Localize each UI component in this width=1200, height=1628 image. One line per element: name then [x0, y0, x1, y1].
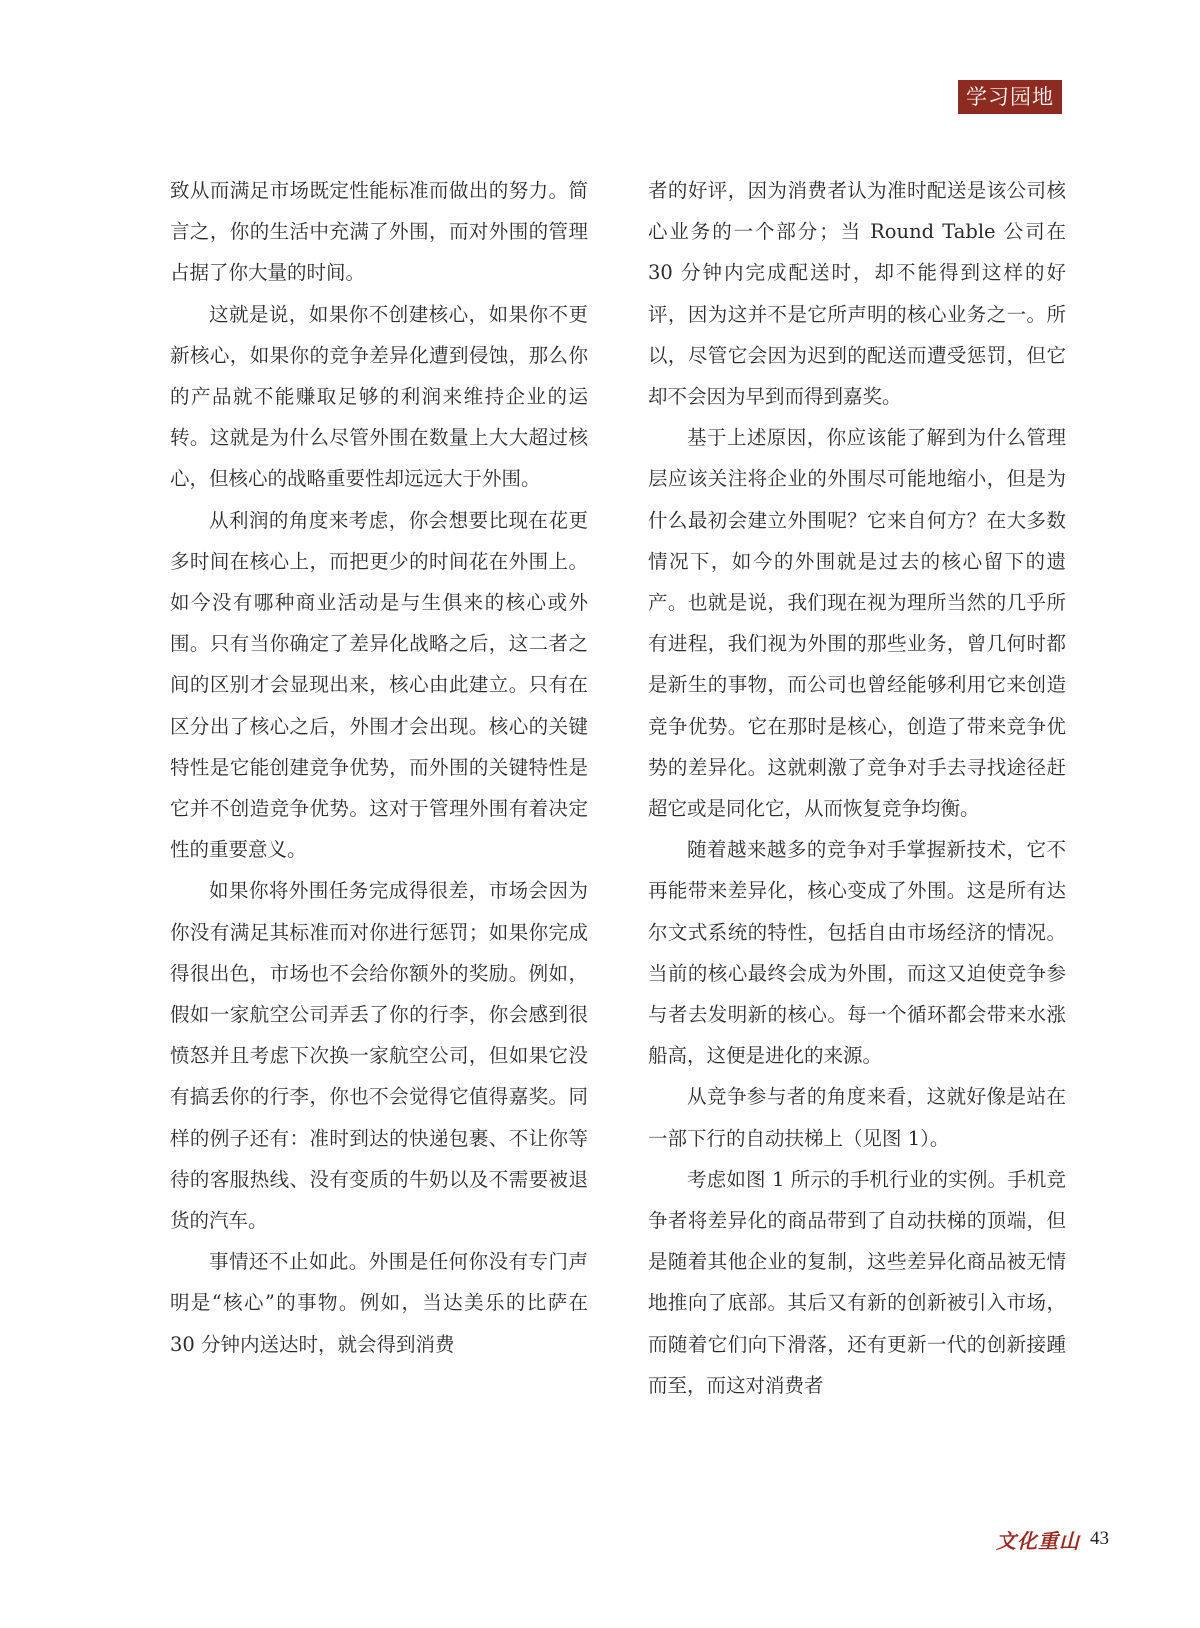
- section-tag: 学习园地: [958, 80, 1062, 114]
- paragraph: 考虑如图 1 所示的手机行业的实例。手机竞争者将差异化的商品带到了自动扶梯的顶端，但是随着其他企业的复制，这些差异化商品被无情地推向了底部。其后又有新的创新被引入市场，而随着它们向下滑落，还有更新一代的创新接踵而至，而这对消费者: [648, 1167, 1066, 1397]
- magazine-logo: [996, 1525, 1080, 1553]
- left-column: [170, 170, 588, 1365]
- paragraph: 这就是说，如果你不创建核心，如果你不更新核心，如果你的竞争差异化遭到侵蚀，那么你的产品就不能赚取足够的利润来维持企业的运转。这就是为什么尽管外围在数量上大大超过核心，但核心的战略重要性却远远大于外围。: [170, 302, 588, 491]
- right-column: [648, 170, 1066, 1406]
- paragraph: 随着越来越多的竞争对手掌握新技术，它不再能带来差异化，核心变成了外围。这是所有达尔文式系统的特性，包括自由市场经济的情况。当前的核心最终会成为外围，而这又迫使竞争参与者去发明新的核心。每一个循环都会带来水涨船高，这便是进化的来源。: [648, 838, 1066, 1068]
- paragraph: 基于上述原因，你应该能了解到为什么管理层应该关注将企业的外围尽可能地缩小，但是为什么最初会建立外围呢？它来自何方？在大多数情况下，如今的外围就是过去的核心留下的遗产。也就是说，我们现在视为理所当然的几乎所有进程，我们视为外围的那些业务，曾几何时都是新生的事物，而公司也曾经能够利用它来创造竞争优势。它在那时是核心，创造了带来竞争优势的差异化。这就刺激了竞争对手去寻找途径赶超它或是同化它，从而恢复竞争均衡。: [648, 426, 1066, 821]
- paragraph: 致从而满足市场既定性能标准而做出的努力。简言之，你的生活中充满了外围，而对外围的管理占据了你大量的时间。: [170, 179, 588, 285]
- paragraph: 者的好评，因为消费者认为准时配送是该公司核心业务的一个部分；当 Round Table 公司在 30 分钟内完成配送时，却不能得到这样的好评，因为这并不是它所声明的核心业务之一。所以，尽管它会因为迟到的配送而遭受惩罚，但它却不会因为早到而得到嘉奖。: [648, 179, 1066, 409]
- page-footer: [996, 1524, 1109, 1554]
- paragraph: 从竞争参与者的角度来看，这就好像是站在一部下行的自动扶梯上（见图 1）。: [648, 1085, 1066, 1150]
- logo-text: 文化重山: [996, 1528, 1080, 1553]
- paragraph: 从利润的角度来考虑，你会想要比现在花更多时间在核心上，而把更少的时间花在外围上。如今没有哪种商业活动是与生俱来的核心或外围。只有当你确定了差异化战略之后，这二者之间的区别才会显现出来，核心由此建立。只有在区分出了核心之后，外围才会出现。核心的关键特性是它能创建竞争优势，而外围的关键特性是它并不创造竞争优势。这对于管理外围有着决定性的重要意义。: [170, 508, 588, 862]
- paragraph: 事情还不止如此。外围是任何你没有专门声明是“核心”的事物。例如，当达美乐的比萨在 30 分钟内送达时，就会得到消费: [170, 1250, 588, 1356]
- page-number: 43: [1090, 1528, 1109, 1549]
- paragraph: 如果你将外围任务完成得很差，市场会因为你没有满足其标准而对你进行惩罚；如果你完成得很出色，市场也不会给你额外的奖励。例如，假如一家航空公司弄丢了你的行李，你会感到很愤怒并且考虑下次换一家航空公司，但如果它没有搞丢你的行李，你也不会觉得它值得嘉奖。同样的例子还有：准时到达的快递包裹、不让你等待的客服热线、没有变质的牛奶以及不需要被退货的汽车。: [170, 879, 588, 1233]
